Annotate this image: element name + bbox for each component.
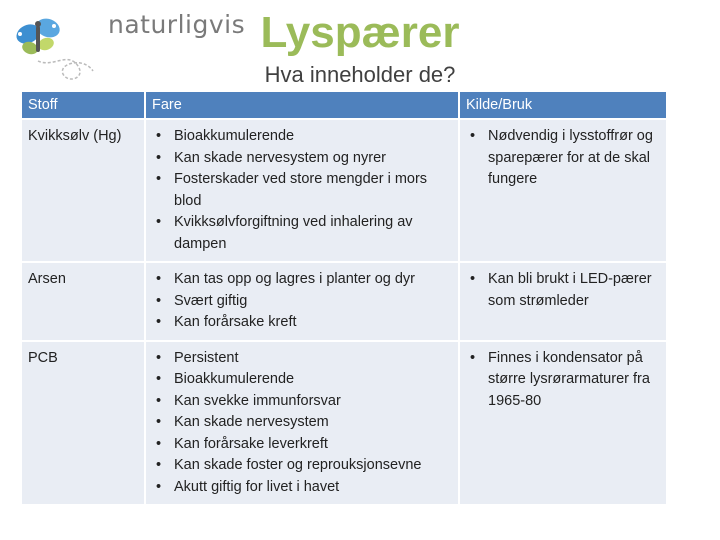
list-item: • Finnes i kondensator på større lysrørarmaturer fra 1965-80 (488, 348, 660, 413)
list-item: • Kan skade foster og reprouksjonsevne (174, 455, 452, 477)
list-item: • Persistent (174, 348, 452, 370)
list-item: • Kan svekke immunforsvar (174, 391, 452, 413)
list-item: • Kvikksølvforgiftning ved inhalering av dampen (174, 212, 452, 255)
list-item: • Svært giftig (174, 291, 452, 313)
list-item: • Kan forårsake kreft (174, 312, 452, 334)
header-fare: Fare (145, 92, 459, 119)
list-item: • Akutt giftig for livet i havet (174, 477, 452, 499)
cell-fare (145, 119, 459, 262)
list-item: • Kan skade nervesystem (174, 412, 452, 434)
table-header-row (22, 92, 667, 119)
page-subtitle: Hva inneholder de? (264, 62, 456, 87)
cell-stoff: PCB (22, 341, 145, 505)
list-item: • Kan tas opp og lagres i planter og dyr (174, 269, 452, 291)
header-kilde: Kilde/Bruk (459, 92, 667, 119)
substances-table (22, 92, 668, 504)
list-item: • Bioakkumulerende (174, 369, 452, 391)
cell-fare (145, 262, 459, 341)
list-item: • Fosterskader ved store mengder i mors blod (174, 169, 452, 212)
page-title: Lyspærer (260, 8, 460, 57)
cell-stoff: Kvikksølv (Hg) (22, 119, 145, 262)
table-row (22, 262, 667, 341)
list-item: • Kan forårsake leverkreft (174, 434, 452, 456)
list-item: • Nødvendig i lysstoffrør og sparepærer for at de skal fungere (488, 126, 660, 191)
cell-kilde (459, 262, 667, 341)
table-row (22, 119, 667, 262)
list-item: • Bioakkumulerende (174, 126, 452, 148)
header-stoff: Stoff (22, 92, 145, 119)
cell-kilde (459, 341, 667, 505)
table-row (22, 341, 667, 505)
logo-text: naturligvis (108, 10, 246, 39)
cell-kilde (459, 119, 667, 262)
list-item: • Kan skade nervesystem og nyrer (174, 148, 452, 170)
cell-fare (145, 341, 459, 505)
list-item: • Kan bli brukt i LED-pærer som strømleder (488, 269, 660, 312)
cell-stoff: Arsen (22, 262, 145, 341)
